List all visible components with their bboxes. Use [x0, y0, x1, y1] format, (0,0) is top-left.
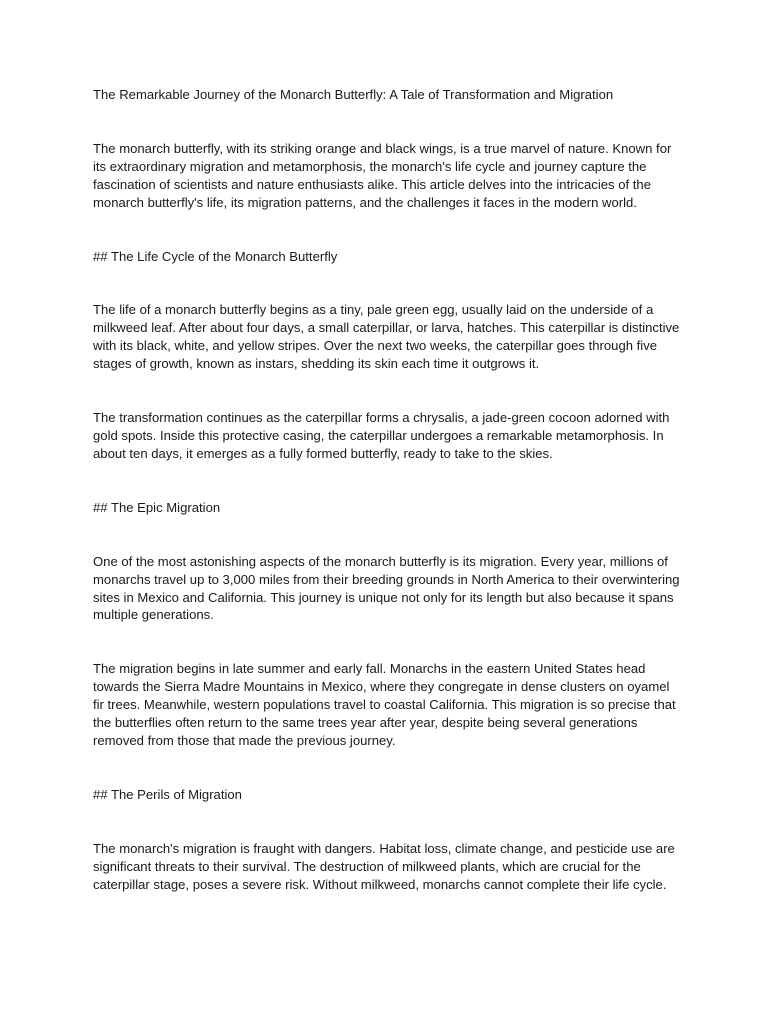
- section-heading-life-cycle: ## The Life Cycle of the Monarch Butterfly: [93, 248, 338, 264]
- paragraph: The migration begins in late summer and early fall. Monarchs in the eastern United States head towards the Sierra Madre Mountains in Mexico, where they congregate in dense clusters on oyamel fir trees. Meanwhile, western populations travel to coastal California. This migration is so precise that the butterflies often return to the same trees year after year, despite being several generations removed from those that made the previous journey.: [93, 661, 676, 748]
- document-title: The Remarkable Journey of the Monarch Butterfly: A Tale of Transformation and Migration: [93, 87, 614, 102]
- paragraph: One of the most astonishing aspects of the monarch butterfly is its migration. Every year, millions of monarchs travel up to 3,000 miles from their breeding grounds in North America to their overwintering sites in Mexico and California. This journey is unique not only for its length but also because it spans multiple generations.: [93, 553, 680, 623]
- paragraph: The life of a monarch butterfly begins as a tiny, pale green egg, usually laid on the underside of a milkweed leaf. After about four days, a small caterpillar, or larva, hatches. This caterpillar is distinctive with its black, white, and yellow stripes. Over the next two weeks, the caterpillar goes through five stages of growth, known as instars, shedding its skin each time it outgrows it.: [93, 302, 680, 372]
- paragraph: The monarch's migration is fraught with dangers. Habitat loss, climate change, and pesticide use are significant threats to their survival. The destruction of milkweed plants, which are crucial for the caterpillar stage, poses a severe risk. Without milkweed, monarchs cannot complete their life cycle.: [93, 840, 675, 892]
- section-heading-epic-migration: ## The Epic Migration: [93, 499, 221, 515]
- intro-paragraph: The monarch butterfly, with its striking orange and black wings, is a true marvel of nature. Known for its extraordinary migration and metamorphosis, the monarch's life cycle and journey capture the fascination of scientists and nature enthusiasts alike. This article delves into the intricacies of the monarch butterfly's life, its migration patterns, and the challenges it faces in the modern world.: [93, 140, 672, 210]
- section-heading-perils: ## The Perils of Migration: [93, 786, 242, 802]
- paragraph: The transformation continues as the caterpillar forms a chrysalis, a jade-green cocoon adorned with gold spots. Inside this protective casing, the caterpillar undergoes a remarkable metamorphosis. In about ten days, it emerges as a fully formed butterfly, ready to take to the skies.: [93, 410, 670, 461]
- document-body: [93, 86, 683, 929]
